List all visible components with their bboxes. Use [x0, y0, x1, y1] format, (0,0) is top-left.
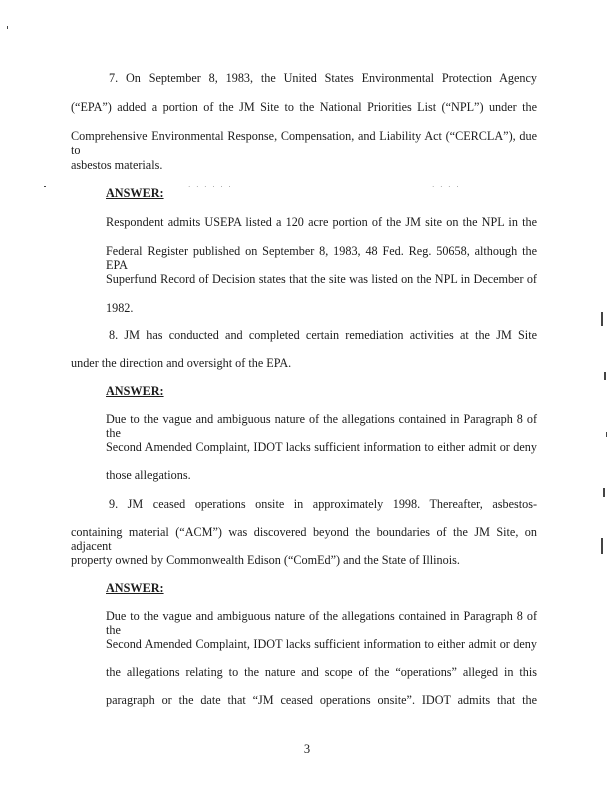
scan-mark: [603, 488, 605, 497]
scan-speckle: · · · ·: [432, 183, 461, 191]
para9-answer-line-1: Due to the vague and ambiguous nature of the allegations contained in Paragraph 8 of the: [106, 609, 537, 637]
para7-answer-line-1: Respondent admits USEPA listed a 120 acre portion of the JM site on the NPL in the: [106, 215, 537, 229]
para9-line-3: property owned by Commonwealth Edison (“ComEd”) and the State of Illinois.: [71, 553, 460, 567]
para7-line-1: 7. On September 8, 1983, the United States Environmental Protection Agency: [109, 71, 537, 85]
para8-line-1: 8. JM has conducted and completed certain remediation activities at the JM Site: [109, 328, 537, 342]
scan-mark: [7, 26, 8, 29]
para7-answer-line-2: Federal Register published on September 8, 1983, 48 Fed. Reg. 50658, although the EPA: [106, 244, 537, 272]
scan-speckle: · · · · · ·: [188, 183, 233, 191]
para7-answer-heading: ANSWER:: [106, 186, 164, 200]
scan-mark: [606, 432, 607, 437]
para8-answer-line-1: Due to the vague and ambiguous nature of the allegations contained in Paragraph 8 of the: [106, 412, 537, 440]
scan-mark: [601, 538, 603, 554]
para8-line-2: under the direction and oversight of the EPA.: [71, 356, 292, 370]
para7-answer-line-4: 1982.: [106, 301, 134, 315]
para9-answer-line-3: the allegations relating to the nature and scope of the “operations” alleged in this: [106, 665, 537, 679]
para9-line-1: 9. JM ceased operations onsite in approximately 1998. Thereafter, asbestos-: [109, 497, 537, 511]
para9-line-2: containing material (“ACM”) was discovered beyond the boundaries of the JM Site, on adjacent: [71, 525, 537, 553]
page-number: 3: [303, 742, 311, 756]
para7-answer-line-3: Superfund Record of Decision states that the site was listed on the NPL in December of: [106, 272, 537, 286]
para7-line-3: Comprehensive Environmental Response, Compensation, and Liability Act (“CERCLA”), due to: [71, 129, 537, 157]
para8-answer-heading: ANSWER:: [106, 384, 164, 398]
para8-answer-line-3: those allegations.: [106, 468, 191, 482]
para9-answer-heading: ANSWER:: [106, 581, 164, 595]
scan-mark: [44, 186, 46, 187]
para7-line-4: asbestos materials.: [71, 158, 163, 172]
para9-answer-line-4: paragraph or the date that “JM ceased operations onsite”. IDOT admits that the: [106, 693, 537, 707]
scan-mark: [601, 312, 603, 326]
para9-answer-line-2: Second Amended Complaint, IDOT lacks sufficient information to either admit or deny: [106, 637, 537, 651]
para7-line-2: (“EPA”) added a portion of the JM Site to the National Priorities List (“NPL”) under the: [71, 100, 537, 114]
scan-mark: [604, 372, 606, 380]
para8-answer-line-2: Second Amended Complaint, IDOT lacks sufficient information to either admit or deny: [106, 440, 537, 454]
